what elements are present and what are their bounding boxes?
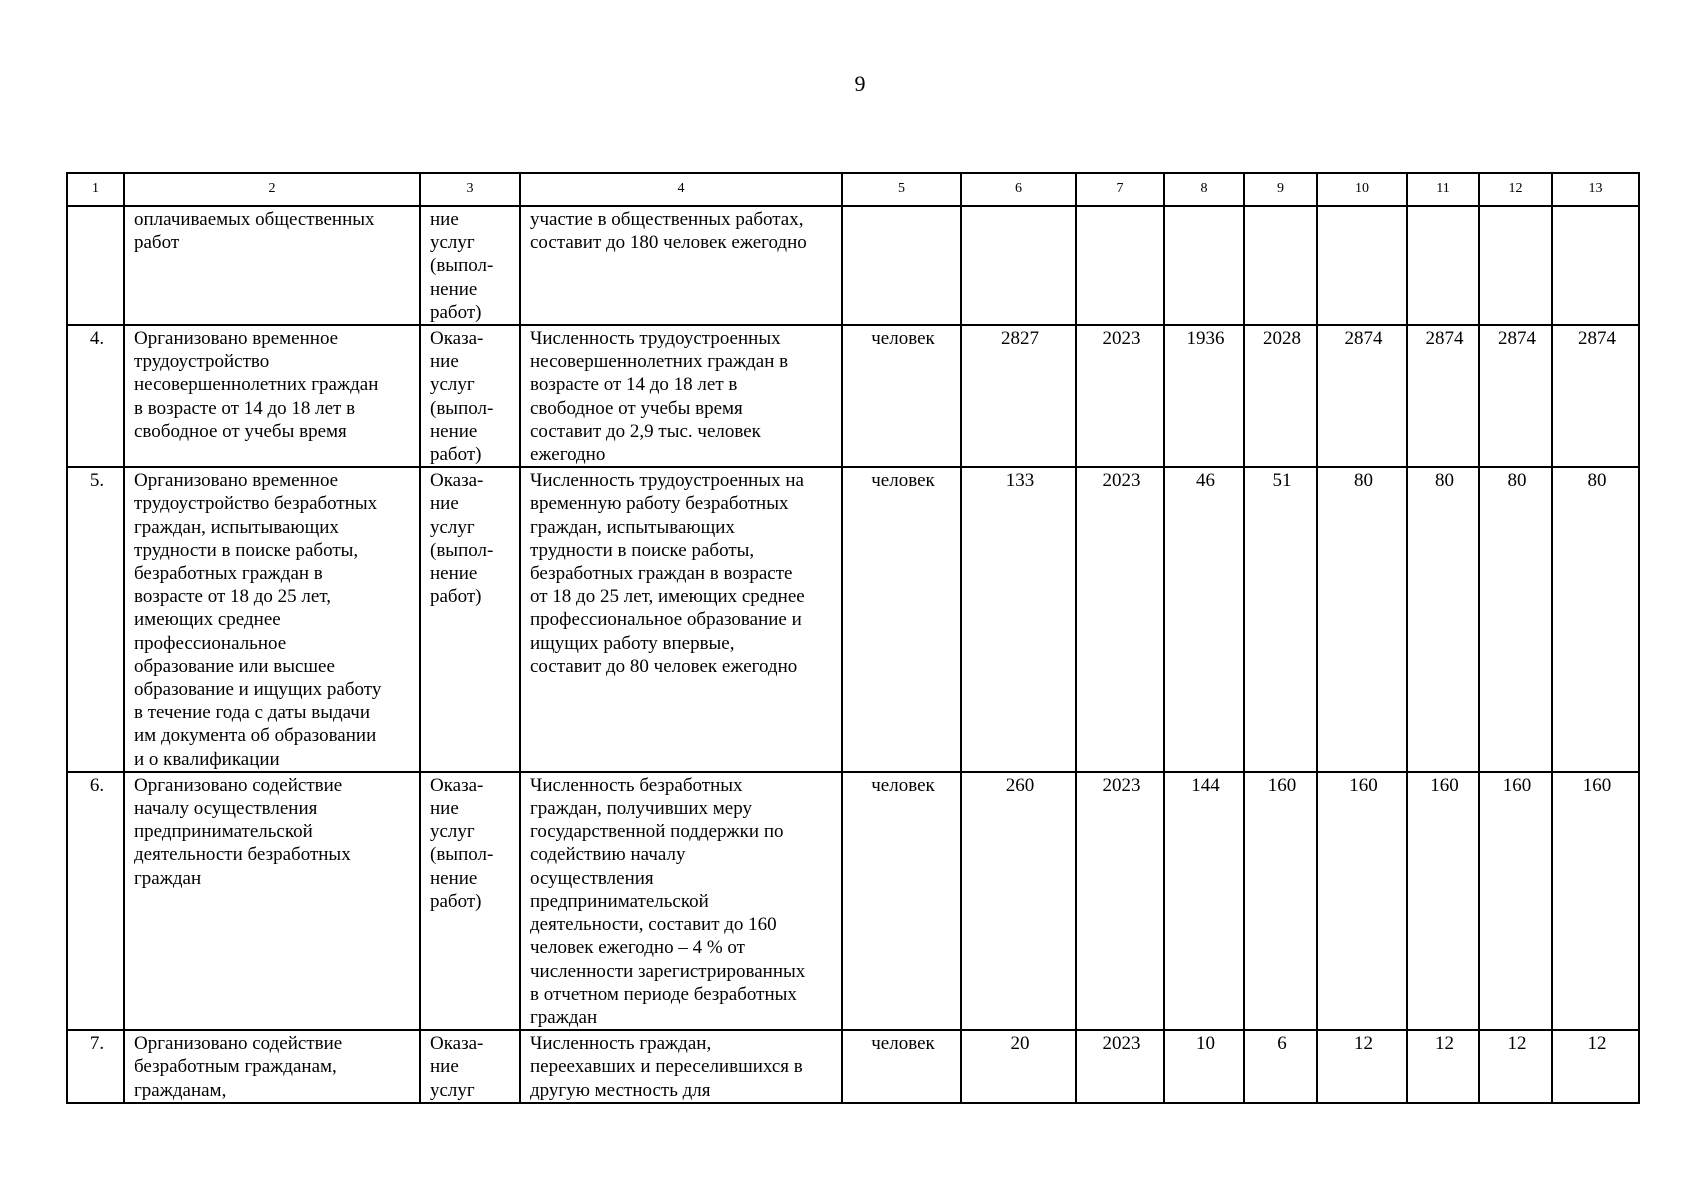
row-number: 6. xyxy=(67,772,124,1030)
result-type xyxy=(420,206,520,325)
value-cell: 46 xyxy=(1164,467,1244,772)
column-header: 9 xyxy=(1244,173,1317,206)
value-cell: 12 xyxy=(1407,1030,1479,1103)
value-cell: 12 xyxy=(1317,1030,1407,1103)
result-type xyxy=(420,772,520,1030)
value-cell: 6 xyxy=(1244,1030,1317,1103)
value-cell: 160 xyxy=(1317,772,1407,1030)
result-name xyxy=(124,772,420,1030)
column-header: 2 xyxy=(124,173,420,206)
unit: человек xyxy=(842,772,961,1030)
value-cell: 80 xyxy=(1552,467,1639,772)
value-cell: 51 xyxy=(1244,467,1317,772)
value-cell: 2023 xyxy=(1076,772,1164,1030)
indicator-description xyxy=(520,467,842,772)
result-name-text: Организовано временное трудоустройство безработных граждан, испытывающих трудности в поиске работы, безработных граждан в возрасте от 18 до 25 лет, имеющих среднее профессиональное образование или высшее образование и ищущих работу в течение года с даты выдачи им документа об образовании и о квалификации xyxy=(134,470,382,770)
column-header: 11 xyxy=(1407,173,1479,206)
result-name-text: Организовано содействие безработным гражданам, гражданам, xyxy=(134,1033,343,1101)
value-cell xyxy=(1164,206,1244,325)
result-type-text: Оказа- ние услуг xyxy=(430,1033,484,1101)
value-cell: 260 xyxy=(961,772,1076,1030)
result-name xyxy=(124,467,420,772)
column-header: 10 xyxy=(1317,173,1407,206)
page-number: 9 xyxy=(854,71,866,96)
value-cell xyxy=(1407,206,1479,325)
unit xyxy=(842,206,961,325)
value-cell: 2874 xyxy=(1552,325,1639,467)
unit: человек xyxy=(842,1030,961,1103)
value-cell: 2023 xyxy=(1076,1030,1164,1103)
indicator-description xyxy=(520,325,842,467)
indicator-description xyxy=(520,206,842,325)
result-name-text: Организовано временное трудоустройство несовершеннолетних граждан в возрасте от 14 до 18 лет в свободное от учебы время xyxy=(134,328,379,442)
column-header: 5 xyxy=(842,173,961,206)
value-cell: 12 xyxy=(1479,1030,1552,1103)
column-header: 6 xyxy=(961,173,1076,206)
result-name-text: оплачиваемых общественных работ xyxy=(134,209,375,254)
value-cell: 80 xyxy=(1407,467,1479,772)
value-cell: 2827 xyxy=(961,325,1076,467)
indicator-description xyxy=(520,772,842,1030)
table-row xyxy=(67,467,1639,772)
result-type-text: Оказа- ние услуг (выпол- нение работ) xyxy=(430,774,494,912)
value-cell: 160 xyxy=(1479,772,1552,1030)
indicators-table xyxy=(66,172,1640,1104)
value-cell: 2023 xyxy=(1076,325,1164,467)
table-header-row xyxy=(67,173,1639,206)
value-cell: 10 xyxy=(1164,1030,1244,1103)
indicator-description xyxy=(520,1030,842,1103)
result-type xyxy=(420,325,520,467)
value-cell: 2874 xyxy=(1479,325,1552,467)
value-cell: 80 xyxy=(1317,467,1407,772)
value-cell: 12 xyxy=(1552,1030,1639,1103)
value-cell: 144 xyxy=(1164,772,1244,1030)
value-cell: 2023 xyxy=(1076,467,1164,772)
value-cell: 80 xyxy=(1479,467,1552,772)
value-cell: 160 xyxy=(1244,772,1317,1030)
result-type xyxy=(420,1030,520,1103)
result-name xyxy=(124,1030,420,1103)
value-cell xyxy=(1244,206,1317,325)
unit: человек xyxy=(842,467,961,772)
column-header: 3 xyxy=(420,173,520,206)
row-number: 5. xyxy=(67,467,124,772)
result-type-text: Оказа- ние услуг (выпол- нение работ) xyxy=(430,470,494,608)
unit: человек xyxy=(842,325,961,467)
row-number: 4. xyxy=(67,325,124,467)
indicator-text: Численность граждан, переехавших и переселившихся в другую местность для xyxy=(530,1033,803,1101)
result-name xyxy=(124,325,420,467)
table-row xyxy=(67,206,1639,325)
row-number: 7. xyxy=(67,1030,124,1103)
value-cell: 160 xyxy=(1552,772,1639,1030)
value-cell xyxy=(1552,206,1639,325)
result-name xyxy=(124,206,420,325)
value-cell: 2874 xyxy=(1317,325,1407,467)
column-header: 4 xyxy=(520,173,842,206)
value-cell xyxy=(1076,206,1164,325)
result-type-text: Оказа- ние услуг (выпол- нение работ) xyxy=(430,328,494,466)
value-cell: 20 xyxy=(961,1030,1076,1103)
value-cell: 2028 xyxy=(1244,325,1317,467)
column-header: 7 xyxy=(1076,173,1164,206)
value-cell: 2874 xyxy=(1407,325,1479,467)
table-row xyxy=(67,772,1639,1030)
value-cell xyxy=(1317,206,1407,325)
value-cell: 133 xyxy=(961,467,1076,772)
indicator-text: Численность трудоустроенных несовершеннолетних граждан в возрасте от 14 до 18 лет в свободное от учебы время составит до 2,9 тыс. человек ежегодно xyxy=(530,328,789,466)
column-header: 1 xyxy=(67,173,124,206)
column-header: 8 xyxy=(1164,173,1244,206)
table-row xyxy=(67,1030,1639,1103)
value-cell: 160 xyxy=(1407,772,1479,1030)
value-cell xyxy=(1479,206,1552,325)
result-type-text: ние услуг (выпол- нение работ) xyxy=(430,209,494,323)
row-number xyxy=(67,206,124,325)
value-cell xyxy=(961,206,1076,325)
result-type xyxy=(420,467,520,772)
result-name-text: Организовано содействие началу осуществления предпринимательской деятельности безработных граждан xyxy=(134,774,351,889)
indicator-text: Численность безработных граждан, получивших меру государственной поддержки по содействию началу осуществления предпринимательской деятельности, составит до 160 человек ежегодно – 4 % от численности зарегистрированных в отчетном периоде безработных граждан xyxy=(530,774,806,1028)
value-cell: 1936 xyxy=(1164,325,1244,467)
column-header: 12 xyxy=(1479,173,1552,206)
table-row xyxy=(67,325,1639,467)
column-header: 13 xyxy=(1552,173,1639,206)
indicator-text: Численность трудоустроенных на временную работу безработных граждан, испытывающих трудности в поиске работы, безработных граждан в возрасте от 18 до 25 лет, имеющих среднее профессиональное образование и ищущих работу впервые, составит до 80 человек ежегодно xyxy=(530,470,805,677)
indicator-text: участие в общественных работах, составит до 180 человек ежегодно xyxy=(530,209,807,254)
